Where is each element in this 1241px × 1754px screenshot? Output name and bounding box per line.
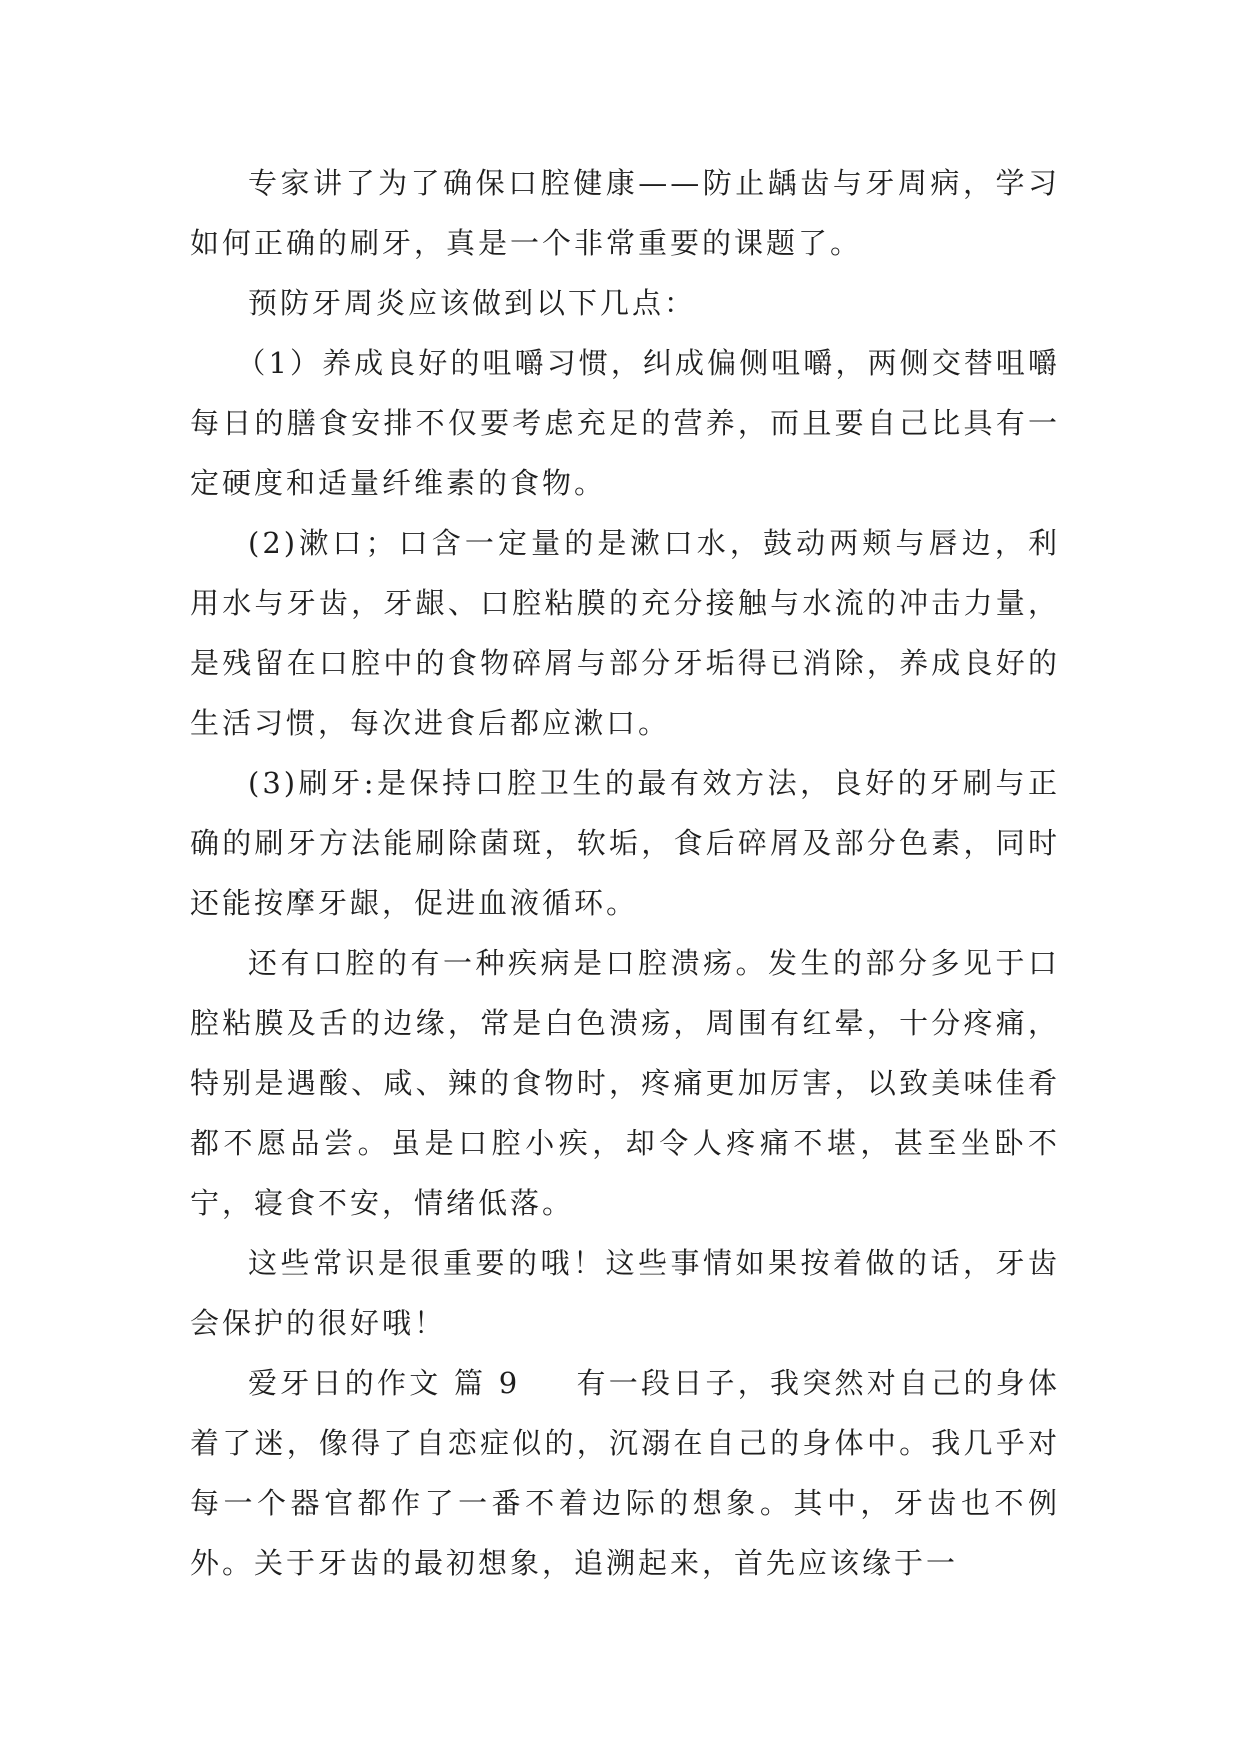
essay-number: 篇 9 bbox=[454, 1366, 521, 1400]
paragraph-expert-advice: 专家讲了为了确保口腔健康——防止龋齿与牙周病，学习如何正确的刷牙，真是一个非常重要的课题了。 bbox=[190, 166, 1060, 260]
paragraph-point-3-brushing: (3)刷牙:是保持口腔卫生的最有效方法，良好的牙刷与正确的刷牙方法能刷除菌斑，软垢，食后碎屑及部分色素，同时还能按摩牙龈，促进血液循环。 bbox=[190, 766, 1060, 920]
paragraph-point-1-chewing: （1）养成良好的咀嚼习惯，纠成偏侧咀嚼，两侧交替咀嚼每日的膳食安排不仅要考虑充足的营养，而且要自己比具有一定硬度和适量纤维素的食物。 bbox=[190, 346, 1060, 500]
document-body bbox=[190, 153, 1060, 1593]
paragraph-point-2-rinsing: (2)漱口；口含一定量的是漱口水，鼓动两颊与唇边，利用水与牙齿，牙龈、口腔粘膜的充分接触与水流的冲击力量，是残留在口腔中的食物碎屑与部分牙垢得已消除，养成良好的生活习惯，每次进食后都应漱口。 bbox=[190, 526, 1060, 740]
essay-title: 爱牙日的作文 bbox=[248, 1366, 442, 1400]
essay-body: 有一段日子，我突然对自己的身体着了迷，像得了自恋症似的，沉溺在自己的身体中。我几乎对每一个器官都作了一番不着边际的想象。其中，牙齿也不例外。关于牙齿的最初想象，追溯起来，首先应该缘于一 bbox=[190, 1366, 1061, 1580]
paragraph-mouth-ulcer: 还有口腔的有一种疾病是口腔溃疡。发生的部分多见于口腔粘膜及舌的边缘，常是白色溃疡，周围有红晕，十分疼痛，特别是遇酸、咸、辣的食物时，疼痛更加厉害，以致美味佳肴都不愿品尝。虽是口腔小疾，却令人疼痛不堪，甚至坐卧不宁，寝食不安，情绪低落。 bbox=[190, 946, 1060, 1220]
paragraph-essay-9 bbox=[190, 1353, 1060, 1593]
paragraph-conclusion: 这些常识是很重要的哦！这些事情如果按着做的话，牙齿会保护的很好哦！ bbox=[190, 1246, 1060, 1340]
paragraph-prevention-intro: 预防牙周炎应该做到以下几点： bbox=[248, 286, 697, 320]
